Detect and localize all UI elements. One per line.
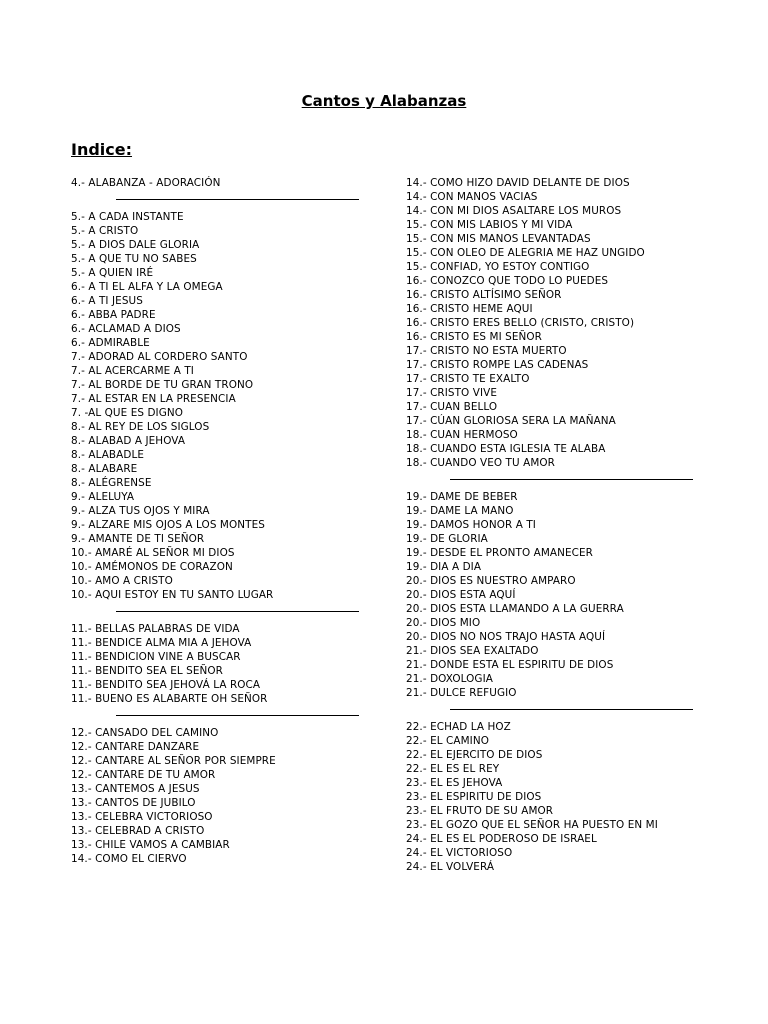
index-entry: 14.- CON MI DIOS ASALTARE LOS MUROS <box>406 205 622 217</box>
index-entry: 12.- CANTARE AL SEÑOR POR SIEMPRE <box>71 755 276 767</box>
index-entry: 12.- CANTARE DE TU AMOR <box>71 769 216 781</box>
divider-rule <box>116 199 359 200</box>
index-entry: 10.- AQUI ESTOY EN TU SANTO LUGAR <box>71 589 274 601</box>
index-entry: 5.- A CRISTO <box>71 225 139 237</box>
index-entry: 6.- ADMIRABLE <box>71 337 150 349</box>
index-column-right <box>406 176 756 874</box>
index-entry: 11.- BENDICE ALMA MIA A JEHOVA <box>71 637 252 649</box>
index-entry: 5.- A QUIEN IRÉ <box>71 267 154 279</box>
index-entry: 10.- AMÉMONOS DE CORAZON <box>71 561 233 573</box>
index-entry: 17.- CÚAN GLORIOSA SERA LA MAÑANA <box>406 415 616 427</box>
index-entry: 22.- EL ES EL REY <box>406 763 500 775</box>
index-column-left <box>71 176 391 866</box>
index-entry: 8.- ALÉGRENSE <box>71 477 152 489</box>
index-entry: 20.- DIOS ES NUESTRO AMPARO <box>406 575 576 587</box>
index-entry: 13.- CELEBRA VICTORIOSO <box>71 811 213 823</box>
index-entry: 16.- CRISTO ALTÍSIMO SEÑOR <box>406 289 562 301</box>
index-entry: 19.- DESDE EL PRONTO AMANECER <box>406 547 593 559</box>
index-entry: 24.- EL ES EL PODEROSO DE ISRAEL <box>406 833 597 845</box>
index-entry: 8.- ALABADLE <box>71 449 145 461</box>
divider-rule <box>116 715 359 716</box>
index-entry: 19.- DE GLORIA <box>406 533 488 545</box>
index-entry: 17.- CRISTO VIVE <box>406 387 497 399</box>
index-entry: 5.- A CADA INSTANTE <box>71 211 184 223</box>
index-entry: 22.- EL EJERCITO DE DIOS <box>406 749 543 761</box>
index-entry: 15.- CONFIAD, YO ESTOY CONTIGO <box>406 261 590 273</box>
index-entry: 18.- CUANDO VEO TU AMOR <box>406 457 555 469</box>
index-entry: 16.- CRISTO HEME AQUI <box>406 303 533 315</box>
index-entry: 12.- CANTARE DANZARE <box>71 741 200 753</box>
index-heading: Indice: <box>71 140 133 159</box>
index-entry: 19.- DAMOS HONOR A TI <box>406 519 536 531</box>
index-entry: 8.- AL REY DE LOS SIGLOS <box>71 421 210 433</box>
index-entry: 22.- ECHAD LA HOZ <box>406 721 511 733</box>
section-divider <box>71 602 391 622</box>
index-entry: 11.- BUENO ES ALABARTE OH SEÑOR <box>71 693 268 705</box>
index-entry: 16.- CRISTO ES MI SEÑOR <box>406 331 542 343</box>
index-entry: 14.- COMO HIZO DAVID DELANTE DE DIOS <box>406 177 630 189</box>
section-divider <box>406 700 756 720</box>
index-entry: 13.- CHILE VAMOS A CAMBIAR <box>71 839 230 851</box>
index-entry: 16.- CRISTO ERES BELLO (CRISTO, CRISTO) <box>406 317 635 329</box>
index-entry: 21.- DULCE REFUGIO <box>406 687 517 699</box>
index-entry: 23.- EL ES JEHOVA <box>406 777 503 789</box>
index-entry: 24.- EL VOLVERÁ <box>406 861 495 873</box>
index-entry: 20.- DIOS MIO <box>406 617 481 629</box>
index-entry: 11.- BENDITO SEA JEHOVÁ LA ROCA <box>71 679 261 691</box>
index-entry: 5.- A QUE TU NO SABES <box>71 253 197 265</box>
index-entry: 9.- ALZA TUS OJOS Y MIRA <box>71 505 210 517</box>
section-divider <box>71 190 391 210</box>
index-entry: 9.- ALELUYA <box>71 491 135 503</box>
index-entry: 17.- CRISTO TE EXALTO <box>406 373 530 385</box>
index-entry: 18.- CUAN HERMOSO <box>406 429 518 441</box>
divider-rule <box>450 709 693 710</box>
index-entry: 7.- ADORAD AL CORDERO SANTO <box>71 351 248 363</box>
index-entry: 11.- BENDITO SEA EL SEÑOR <box>71 665 223 677</box>
index-entry: 21.- DIOS SEA EXALTADO <box>406 645 539 657</box>
index-entry: 20.- DIOS ESTA AQUÍ <box>406 589 516 601</box>
index-entry: 11.- BENDICION VINE A BUSCAR <box>71 651 241 663</box>
index-entry: 15.- CON MIS MANOS LEVANTADAS <box>406 233 591 245</box>
index-entry: 8.- ALABARE <box>71 463 138 475</box>
index-entry: 13.- CANTEMOS A JESUS <box>71 783 200 795</box>
index-entry: 17.- CUAN BELLO <box>406 401 498 413</box>
index-entry: 19.- DAME LA MANO <box>406 505 514 517</box>
page-title: Cantos y Alabanzas <box>301 92 467 110</box>
index-entry: 14.- CON MANOS VACIAS <box>406 191 538 203</box>
index-entry: 10.- AMO A CRISTO <box>71 575 173 587</box>
index-entry: 6.- A TI EL ALFA Y LA OMEGA <box>71 281 223 293</box>
index-entry: 17.- CRISTO ROMPE LAS CADENAS <box>406 359 589 371</box>
index-entry: 9.- ALZARE MIS OJOS A LOS MONTES <box>71 519 265 531</box>
index-entry: 16.- CONOZCO QUE TODO LO PUEDES <box>406 275 609 287</box>
index-entry: 20.- DIOS NO NOS TRAJO HASTA AQUÍ <box>406 631 606 643</box>
index-entry: 20.- DIOS ESTA LLAMANDO A LA GUERRA <box>406 603 624 615</box>
index-entry: 13.- CELEBRAD A CRISTO <box>71 825 205 837</box>
index-entry: 7.- AL BORDE DE TU GRAN TRONO <box>71 379 254 391</box>
index-entry: 7.- AL ACERCARME A TI <box>71 365 194 377</box>
index-entry: 23.- EL ESPIRITU DE DIOS <box>406 791 542 803</box>
index-entry: 6.- A TI JESUS <box>71 295 143 307</box>
index-entry: 18.- CUANDO ESTA IGLESIA TE ALABA <box>406 443 606 455</box>
index-entry: 19.- DIA A DIA <box>406 561 482 573</box>
section-divider <box>71 706 391 726</box>
divider-rule <box>116 611 359 612</box>
index-entry: 21.- DONDE ESTA EL ESPIRITU DE DIOS <box>406 659 614 671</box>
index-entry: 23.- EL FRUTO DE SU AMOR <box>406 805 554 817</box>
index-entry: 15.- CON OLEO DE ALEGRIA ME HAZ UNGIDO <box>406 247 645 259</box>
index-entry: 4.- ALABANZA - ADORACIÓN <box>71 177 221 189</box>
divider-rule <box>450 479 693 480</box>
index-entry: 6.- ABBA PADRE <box>71 309 156 321</box>
index-entry: 17.- CRISTO NO ESTA MUERTO <box>406 345 567 357</box>
index-entry: 15.- CON MIS LABIOS Y MI VIDA <box>406 219 573 231</box>
index-entry: 13.- CANTOS DE JUBILO <box>71 797 196 809</box>
index-entry: 7.- AL ESTAR EN LA PRESENCIA <box>71 393 236 405</box>
index-entry: 22.- EL CAMINO <box>406 735 489 747</box>
index-entry: 23.- EL GOZO QUE EL SEÑOR HA PUESTO EN MI <box>406 819 658 831</box>
index-entry: 5.- A DIOS DALE GLORIA <box>71 239 200 251</box>
index-entry: 19.- DAME DE BEBER <box>406 491 518 503</box>
section-divider <box>406 470 756 490</box>
index-entry: 8.- ALABAD A JEHOVA <box>71 435 186 447</box>
index-entry: 11.- BELLAS PALABRAS DE VIDA <box>71 623 240 635</box>
index-entry: 12.- CANSADO DEL CAMINO <box>71 727 219 739</box>
index-entry: 14.- COMO EL CIERVO <box>71 853 187 865</box>
index-entry: 24.- EL VICTORIOSO <box>406 847 513 859</box>
index-entry: 10.- AMARÉ AL SEÑOR MI DIOS <box>71 547 235 559</box>
index-entry: 6.- ACLAMAD A DIOS <box>71 323 181 335</box>
index-entry: 21.- DOXOLOGIA <box>406 673 493 685</box>
index-entry: 9.- AMANTE DE TI SEÑOR <box>71 533 205 545</box>
index-entry: 7. -AL QUE ES DIGNO <box>71 407 184 419</box>
